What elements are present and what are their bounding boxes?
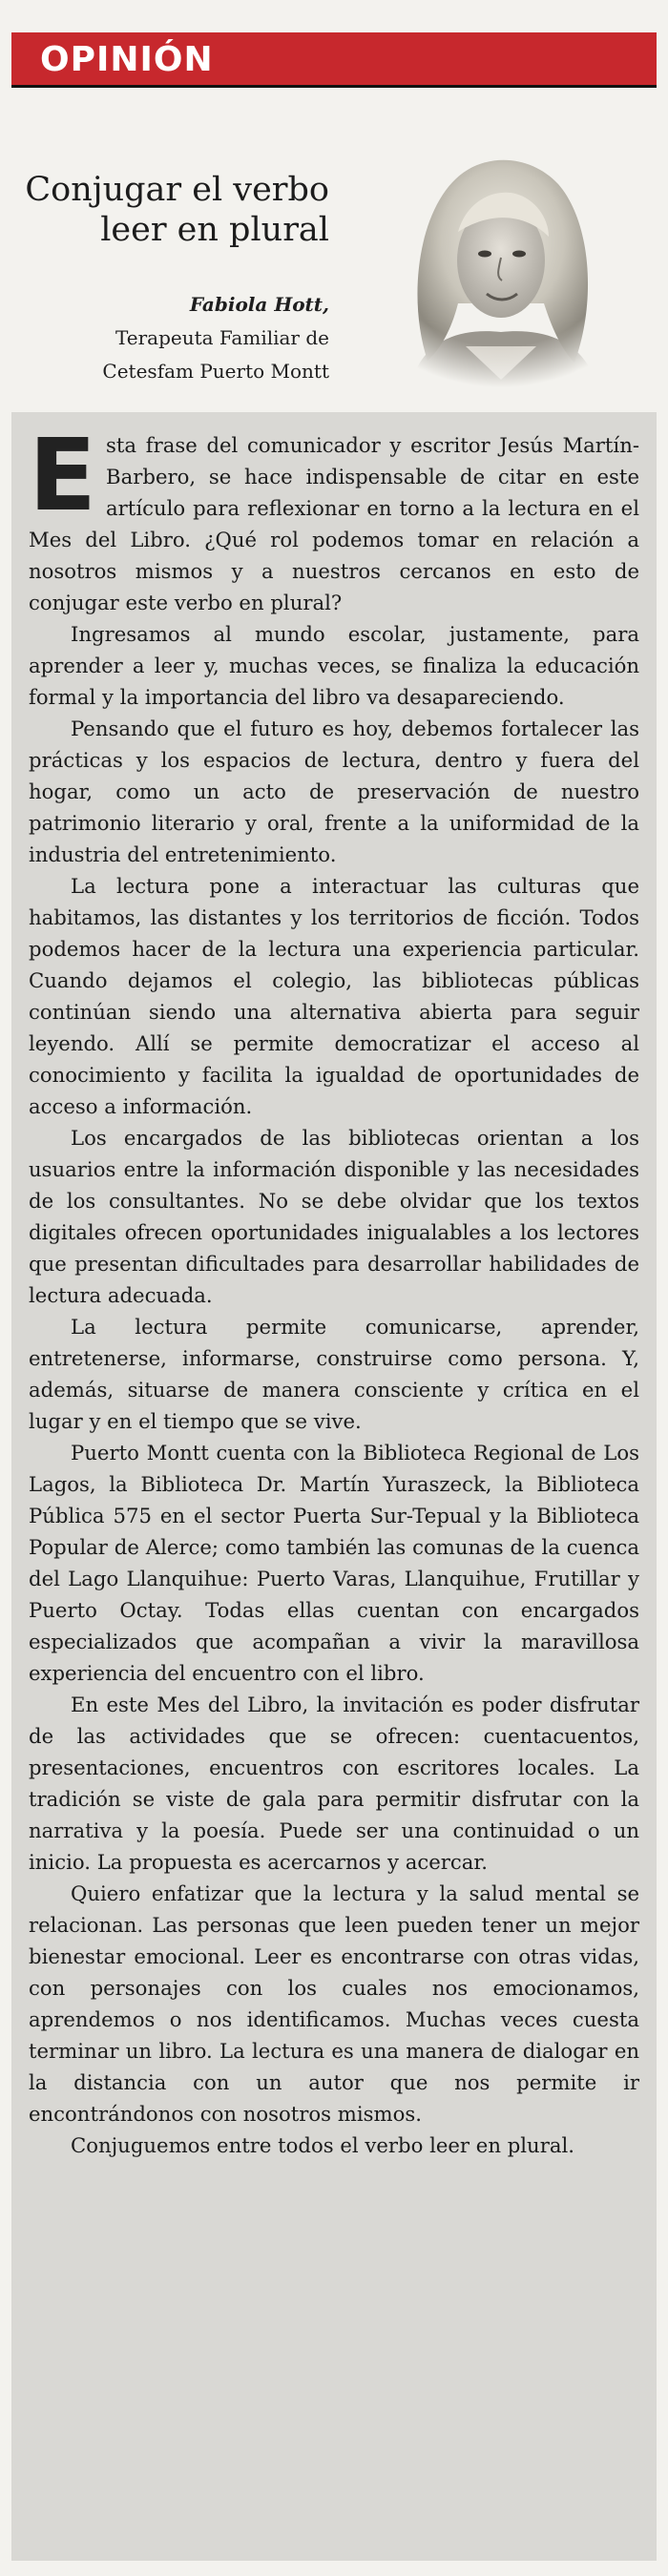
article-paragraph-5: Los encargados de las bibliotecas orientan a los usuarios entre la información disponible y las necesidades de los consultantes. No se debe olvidar que los textos digitales ofrecen oportunidades inigualables a los lectores que presentan dificultades para desarrollar habilidades de lectura adecuada. [29, 1126, 639, 1307]
author-name: Fabiola Hott, [189, 293, 329, 316]
article-paragraph-9: Quiero enfatizar que la lectura y la salud mental se relacionan. Las personas que leen pueden tener un mejor bienestar emocional. Leer es encontrarse con otras vidas, con personajes con los cuales nos emocionamos, aprendemos o nos identificamos. Muchas veces cuesta terminar un libro. La lectura es una manera de dialogar en la distancia con un autor que nos permite ir encontrándonos con nosotros mismos. [29, 1881, 639, 2126]
section-label: OPINIÓN [40, 40, 214, 79]
headline-line-1: Conjugar el verbo [25, 171, 329, 209]
author-portrait [353, 141, 649, 387]
drop-cap: E [29, 417, 97, 533]
section-header [11, 32, 657, 88]
headline-line-2: leer en plural [100, 211, 329, 249]
article-paragraph-6: La lectura permite comunicarse, aprender, entretenerse, informarse, construirse como persona. Y, además, situarse de manera consciente y crítica en el lugar y en el tiempo que se vive. [29, 1315, 639, 1433]
author-role: Terapeuta Familiar de [115, 326, 329, 349]
article-paragraph-3: Pensando que el futuro es hoy, debemos fortalecer las prácticas y los espacios de lectura, dentro y fuera del hogar, como un acto de preservación de nuestro patrimonio literario y oral, frente a la uniformidad de la industria del entretenimiento. [29, 717, 639, 866]
article-box [11, 412, 657, 2561]
article-paragraph-4: La lectura pone a interactuar las culturas que habitamos, las distantes y los territorios de ficción. Todos podemos hacer de la lectura una experiencia particular. Cuando dejamos el colegio, las bibliotecas públicas continúan siendo una alternativa abierta para seguir leyendo. Allí se permite democratizar el acceso al conocimiento y facilita la igualdad de oportunidades de acceso a información. [29, 874, 639, 1118]
byline [14, 288, 329, 388]
author-organization: Cetesfam Puerto Montt [102, 360, 329, 383]
article-paragraph-2: Ingresamos al mundo escolar, justamente, para aprender a leer y, muchas veces, se finaliza la educación formal y la importancia del libro va desapareciendo. [29, 622, 639, 709]
article-paragraph-8: En este Mes del Libro, la invitación es poder disfrutar de las actividades que se ofrecen: cuentacuentos, presentaciones, encuentros con escritores locales. La tradición se viste de gala para permitir disfrutar con la narrativa y la poesía. Puede ser una continuidad o un inicio. La propuesta es acercarnos y acercar. [29, 1693, 639, 1874]
article-paragraph-1 [29, 417, 639, 618]
article-paragraph-10: Conjuguemos entre todos el verbo leer en plural. [71, 2133, 574, 2157]
headline [24, 170, 329, 250]
paragraph-text: sta frase del comunicador y escritor Jesús Martín-Barbero, se hace indispensable de citar en este artículo para reflexionar en torno a la lectura en el Mes del Libro. ¿Qué rol podemos tomar en relación a nosotros mismos y a nuestros cercanos en esto de conjugar este verbo en plural? [29, 433, 639, 614]
article-paragraph-7: Puerto Montt cuenta con la Biblioteca Regional de Los Lagos, la Biblioteca Dr. Martín Yuraszeck, la Biblioteca Pública 575 en el sector Puerta Sur-Tepual y la Biblioteca Popular de Alerce; como también las comunas de la cuenca del Lago Llanquihue: Puerto Varas, Llanquihue, Frutillar y Puerto Octay. Todas ellas cuentan con encargados especializados que acompañan a vivir la maravillosa experiencia del encuentro con el libro. [29, 1441, 639, 1685]
article-body [29, 417, 639, 2161]
